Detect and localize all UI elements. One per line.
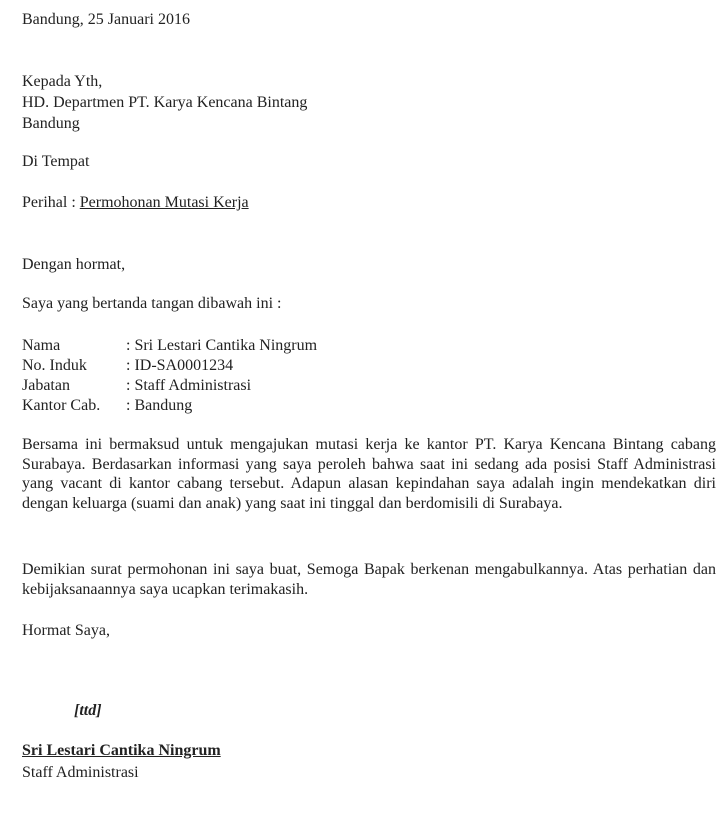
subject-label: Perihal : [22, 194, 80, 211]
field-row-no-induk [22, 356, 233, 376]
closing: Hormat Saya, [22, 622, 110, 639]
body-paragraph-2: Demikian surat permohonan ini saya buat, Semoga Bapak berkenan mengabulkannya. Atas perhatian dan kebijaksanaannya saya ucapkan terimakasih. [22, 561, 716, 598]
recipient-city: Bandung [22, 115, 80, 132]
field-label: Kantor Cab. [22, 397, 101, 414]
signer-title: Staff Administrasi [22, 764, 139, 781]
field-row-nama [22, 336, 317, 356]
field-value: : Sri Lestari Cantika Ningrum [126, 337, 318, 354]
field-value: : Staff Administrasi [126, 377, 252, 394]
field-label: Nama [22, 337, 61, 354]
subject-line [22, 193, 249, 213]
intro-text: Saya yang bertanda tangan dibawah ini : [22, 295, 282, 312]
field-value: : ID-SA0001234 [126, 357, 234, 374]
recipient-salutation: Kepada Yth, [22, 73, 103, 90]
recipient-name: HD. Departmen PT. Karya Kencana Bintang [22, 94, 308, 111]
field-row-kantor-cab [22, 396, 192, 416]
body-paragraph-1: Bersama ini bermaksud untuk mengajukan mutasi kerja ke kantor PT. Karya Kencana Bintang cabang Surabaya. Berdasarkan informasi yang saya peroleh bahwa saat ini sedang ada posisi Staff Administrasi yang vacant di kantor cabang tersebut. Adapun alasan kepindahan saya adalah ingin mendekatkan diri dengan keluarga (suami dan anak) yang saat ini tinggal dan berdomisili di Surabaya. [22, 436, 716, 512]
field-value: : Bandung [126, 397, 193, 414]
field-label: Jabatan [22, 377, 70, 394]
field-label: No. Induk [22, 357, 87, 374]
place-date: Bandung, 25 Januari 2016 [22, 11, 190, 28]
field-row-jabatan [22, 376, 251, 396]
signer-name: Sri Lestari Cantika Ningrum [22, 742, 221, 759]
subject-value: Permohonan Mutasi Kerja [79, 194, 249, 211]
signature-mark: [ttd] [74, 702, 102, 719]
greeting: Dengan hormat, [22, 256, 126, 273]
recipient-location: Di Tempat [22, 153, 90, 170]
